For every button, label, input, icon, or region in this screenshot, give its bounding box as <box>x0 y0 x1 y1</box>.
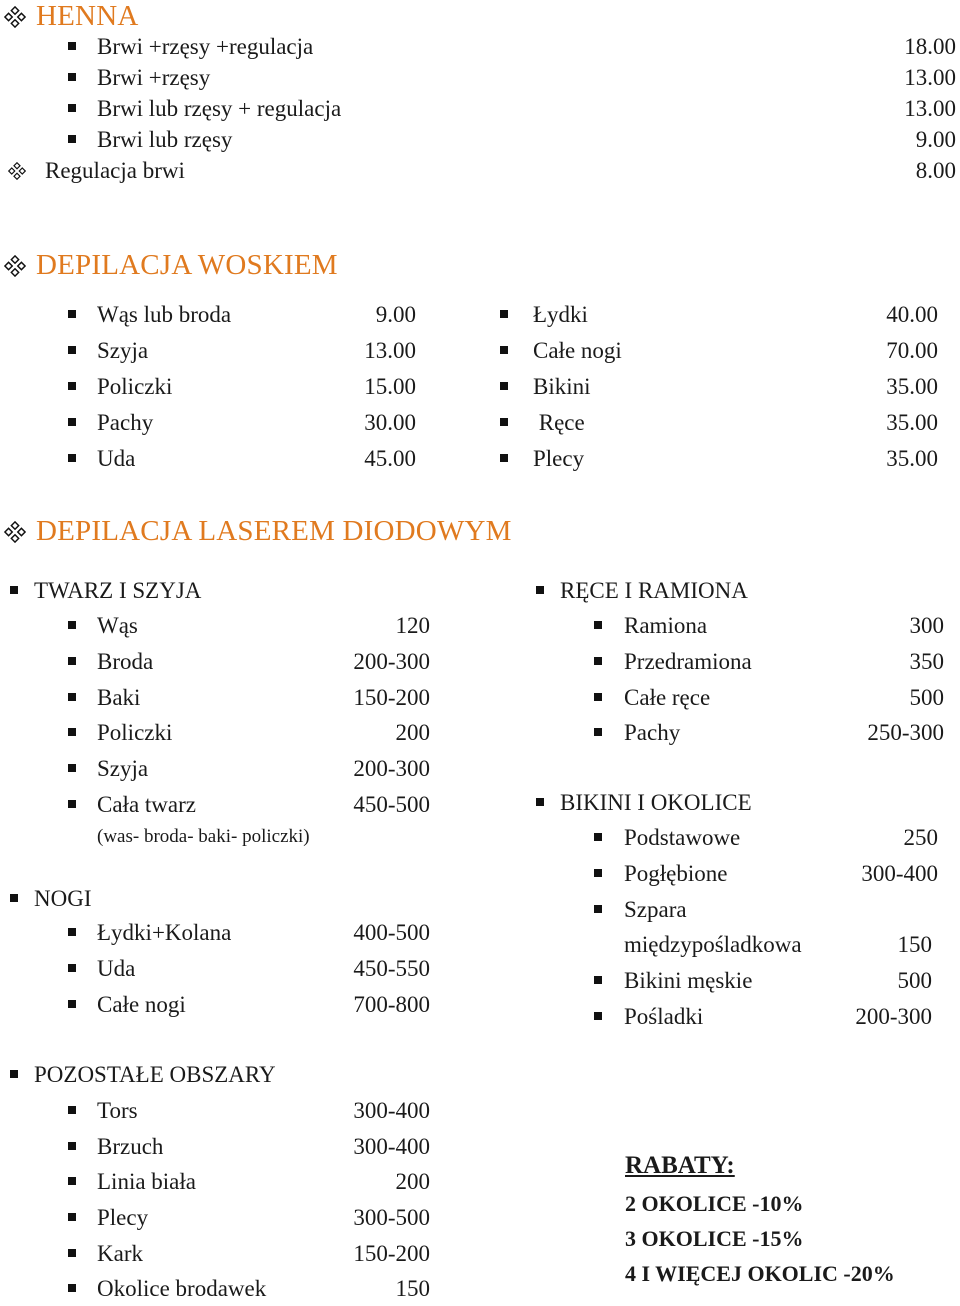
item-price: 200 <box>395 1169 430 1194</box>
item-price: 35.00 <box>886 446 938 471</box>
item-label: Policzki <box>97 720 173 745</box>
square-bullet-icon <box>10 894 18 902</box>
list-item <box>68 609 430 643</box>
list-item <box>68 442 416 476</box>
list-item <box>594 893 938 927</box>
item-price: 300-400 <box>353 1134 430 1159</box>
list-item <box>68 61 956 95</box>
square-bullet-icon <box>68 73 76 81</box>
item-label: Brwi lub rzęsy + regulacja <box>97 96 342 121</box>
square-bullet-icon <box>68 728 76 736</box>
square-bullet-icon <box>68 1106 76 1114</box>
square-bullet-icon <box>594 905 602 913</box>
list-item <box>594 857 938 891</box>
henna-section-title <box>4 0 139 33</box>
square-bullet-icon <box>68 454 76 462</box>
discount-line: 3 OKOLICE -15% <box>625 1226 804 1251</box>
item-label: Łydki <box>533 302 588 327</box>
item-price: 300-500 <box>353 1205 430 1230</box>
discounts-title: RABATY: <box>625 1152 735 1179</box>
item-price: 150 <box>897 932 932 957</box>
square-bullet-icon <box>68 1142 76 1150</box>
item-price: 500 <box>897 968 932 993</box>
item-label: Uda <box>97 446 136 471</box>
item-label: Plecy <box>533 446 585 471</box>
item-price: 8.00 <box>915 158 956 183</box>
square-bullet-icon <box>68 1284 76 1292</box>
item-label: Plecy <box>97 1205 149 1230</box>
wax-title: DEPILACJA WOSKIEM <box>36 249 338 281</box>
item-label: Łydki+Kolana <box>97 920 232 945</box>
item-label: Całe nogi <box>97 992 186 1017</box>
item-price: 13.00 <box>904 65 956 90</box>
discount-line: 4 I WIĘCEJ OKOLIC -20% <box>625 1261 895 1286</box>
square-bullet-icon <box>68 1000 76 1008</box>
item-price: 9.00 <box>375 302 416 327</box>
item-label: Brwi lub rzęsy <box>97 127 233 152</box>
item-price: 15.00 <box>364 374 416 399</box>
item-price: 200 <box>395 720 430 745</box>
list-item <box>68 123 956 157</box>
item-label: Ramiona <box>624 613 708 638</box>
square-bullet-icon <box>68 764 76 772</box>
square-bullet-icon <box>68 1249 76 1257</box>
item-price: 250-300 <box>867 720 944 745</box>
list-item <box>594 609 944 643</box>
list-item <box>594 1000 932 1034</box>
list-item <box>594 681 944 715</box>
list-item <box>68 988 430 1022</box>
list-item <box>68 916 430 950</box>
item-label: Tors <box>97 1098 138 1123</box>
list-item <box>68 298 416 332</box>
list-item <box>68 1272 430 1306</box>
diamond-bullet-icon <box>4 521 26 543</box>
item-label: Pachy <box>97 410 154 435</box>
item-label: Baki <box>97 685 141 710</box>
item-price: 30.00 <box>364 410 416 435</box>
square-bullet-icon <box>500 346 508 354</box>
square-bullet-icon <box>536 798 544 806</box>
item-price: 45.00 <box>364 446 416 471</box>
item-price: 300-400 <box>861 861 938 886</box>
square-bullet-icon <box>68 42 76 50</box>
item-label: Policzki <box>97 374 173 399</box>
list-item <box>500 334 938 368</box>
square-bullet-icon <box>536 586 544 594</box>
item-label: międzypośladkowa <box>624 932 802 957</box>
item-price: 300 <box>909 613 944 638</box>
square-bullet-icon <box>68 382 76 390</box>
diamond-bullet-icon <box>4 255 26 277</box>
list-item <box>594 716 944 750</box>
item-label: Szpara <box>624 897 687 922</box>
item-price: 13.00 <box>904 96 956 121</box>
square-bullet-icon <box>68 693 76 701</box>
item-label: Brwi +rzęsy +regulacja <box>97 34 314 59</box>
list-item <box>500 442 938 476</box>
list-item <box>500 298 938 332</box>
laser-title: DEPILACJA LASEREM DIODOWYM <box>36 515 512 547</box>
list-item <box>500 370 938 404</box>
item-label: Wąs lub broda <box>97 302 232 327</box>
item-price: 250 <box>903 825 938 850</box>
item-price: 350 <box>909 649 944 674</box>
item-price: 200-300 <box>353 756 430 781</box>
square-bullet-icon <box>10 1070 18 1078</box>
item-price: 700-800 <box>353 992 430 1017</box>
diamond-bullet-icon <box>4 6 26 28</box>
list-item <box>68 1201 430 1235</box>
item-label: Brwi +rzęsy <box>97 65 211 90</box>
item-price: 500 <box>909 685 944 710</box>
item-price: 13.00 <box>364 338 416 363</box>
square-bullet-icon <box>500 310 508 318</box>
list-item <box>8 154 956 188</box>
item-label: Pośladki <box>624 1004 704 1029</box>
item-label: Uda <box>97 956 136 981</box>
square-bullet-icon <box>68 621 76 629</box>
square-bullet-icon <box>68 310 76 318</box>
item-price: 9.00 <box>915 127 956 152</box>
item-price: 150-200 <box>353 1241 430 1266</box>
item-label: Broda <box>97 649 154 674</box>
square-bullet-icon <box>10 586 18 594</box>
item-label: Wąs <box>97 613 138 638</box>
item-label: Podstawowe <box>624 825 741 850</box>
list-item <box>68 1237 430 1271</box>
item-price: 450-500 <box>353 792 430 817</box>
square-bullet-icon <box>594 693 602 701</box>
list-item <box>68 645 430 679</box>
list-item <box>68 681 430 715</box>
square-bullet-icon <box>68 657 76 665</box>
list-item <box>68 334 416 368</box>
square-bullet-icon <box>594 976 602 984</box>
square-bullet-icon <box>68 928 76 936</box>
item-label: Cała twarz <box>97 792 196 817</box>
item-price: 150 <box>395 1276 430 1301</box>
diamond-bullet-icon <box>8 162 26 180</box>
item-label: Okolice brodawek <box>97 1276 267 1301</box>
list-item <box>594 645 944 679</box>
square-bullet-icon <box>594 728 602 736</box>
square-bullet-icon <box>594 833 602 841</box>
item-price: 18.00 <box>904 34 956 59</box>
list-item <box>68 788 430 822</box>
item-label: Linia biała <box>97 1169 196 1194</box>
square-bullet-icon <box>68 1213 76 1221</box>
item-label: Całe nogi <box>533 338 622 363</box>
item-price: 400-500 <box>353 920 430 945</box>
list-item <box>68 406 416 440</box>
item-label: Pachy <box>624 720 681 745</box>
square-bullet-icon <box>68 346 76 354</box>
square-bullet-icon <box>594 1012 602 1020</box>
wax-section-title <box>4 249 338 282</box>
item-price: 300-400 <box>353 1098 430 1123</box>
list-item <box>68 952 430 986</box>
square-bullet-icon <box>68 104 76 112</box>
list-item <box>68 752 430 786</box>
square-bullet-icon <box>68 964 76 972</box>
discount-line: 2 OKOLICE -10% <box>625 1191 804 1216</box>
item-price: 450-550 <box>353 956 430 981</box>
item-price: 200-300 <box>855 1004 932 1029</box>
square-bullet-icon <box>594 621 602 629</box>
item-label: Szyja <box>97 338 149 363</box>
item-price: 70.00 <box>886 338 938 363</box>
laser-section-title <box>4 515 512 548</box>
face-note: (was- broda- baki- policzki) <box>97 826 310 847</box>
item-price: 40.00 <box>886 302 938 327</box>
list-item-continuation <box>594 928 932 962</box>
item-label: Bikini męskie <box>624 968 753 993</box>
henna-title: HENNA <box>36 0 139 32</box>
square-bullet-icon <box>500 454 508 462</box>
square-bullet-icon <box>500 418 508 426</box>
list-item <box>68 1130 430 1164</box>
item-label: Regulacja brwi <box>45 158 185 183</box>
list-item <box>68 716 430 750</box>
square-bullet-icon <box>500 382 508 390</box>
list-item <box>68 370 416 404</box>
item-label: Pogłębione <box>624 861 728 886</box>
list-item <box>68 1094 430 1128</box>
item-price: 200-300 <box>353 649 430 674</box>
square-bullet-icon <box>68 135 76 143</box>
item-label: Bikini <box>533 374 591 399</box>
list-item <box>594 821 938 855</box>
item-label: Kark <box>97 1241 143 1266</box>
item-label: Brzuch <box>97 1134 164 1159</box>
list-item <box>68 92 956 126</box>
square-bullet-icon <box>594 657 602 665</box>
list-item <box>500 406 938 440</box>
item-label: Przedramiona <box>624 649 752 674</box>
list-item <box>68 30 956 64</box>
item-label: Szyja <box>97 756 149 781</box>
list-item <box>68 1165 430 1199</box>
square-bullet-icon <box>594 869 602 877</box>
item-price: 150-200 <box>353 685 430 710</box>
item-price: 35.00 <box>886 410 938 435</box>
item-price: 120 <box>395 613 430 638</box>
item-label: Całe ręce <box>624 685 711 710</box>
item-price: 35.00 <box>886 374 938 399</box>
list-item <box>594 964 932 998</box>
square-bullet-icon <box>68 800 76 808</box>
item-label: Ręce <box>533 410 585 435</box>
square-bullet-icon <box>68 418 76 426</box>
square-bullet-icon <box>68 1177 76 1185</box>
